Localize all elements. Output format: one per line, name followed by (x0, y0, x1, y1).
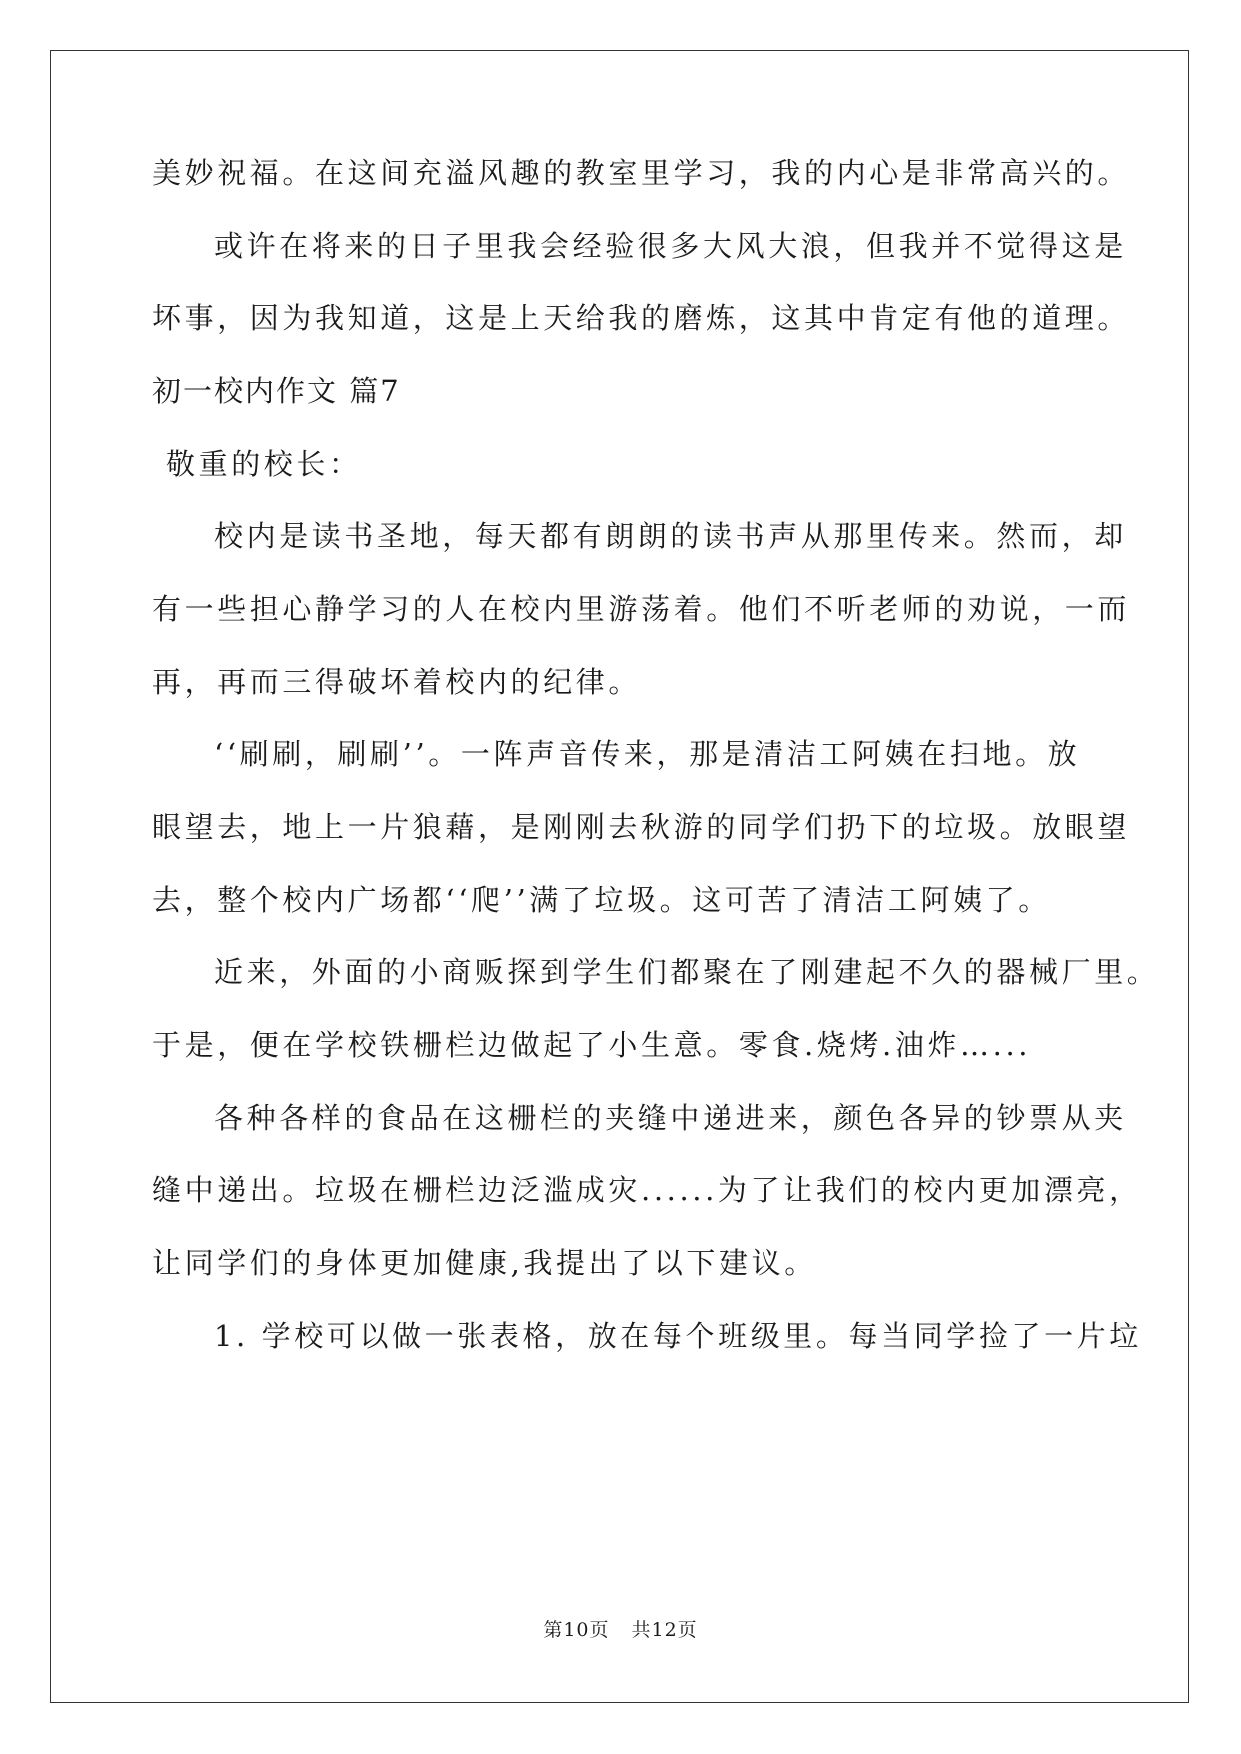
section-heading: 初一校内作文 篇7 (152, 374, 401, 408)
text-line: 缝中递出。垃圾在栅栏边泛滥成灾......为了让我们的校内更加漂亮， (152, 1173, 1142, 1207)
text-line: 近来，外面的小商贩探到学生们都聚在了刚建起不久的器械厂里。 (214, 955, 1160, 989)
text-line: 于是，便在学校铁栅栏边做起了小生意。零食.烧烤.油炸…... (152, 1028, 1032, 1062)
page-footer (0, 1615, 1241, 1642)
text-line: 再，再而三得破坏着校内的纪律。 (152, 665, 642, 699)
text-line: 眼望去，地上一片狼藉，是刚刚去秋游的同学们扔下的垃圾。放眼望 (152, 810, 1131, 844)
text-line: 去，整个校内广场都‘‘爬’’满了垃圾。这可苦了清洁工阿姨了。 (152, 883, 1051, 917)
text-line: 有一些担心静学习的人在校内里游荡着。他们不听老师的劝说，一而 (152, 592, 1131, 626)
salutation: 敬重的校长： (166, 447, 362, 481)
text-line: 让同学们的身体更加健康,我提出了以下建议。 (152, 1246, 817, 1280)
page-total: 共12页 (631, 1619, 698, 1641)
text-line: 校内是读书圣地，每天都有朗朗的读书声从那里传来。然而，却 (214, 519, 1127, 553)
page-number: 第10页 (543, 1619, 610, 1641)
text-line: 坏事，因为我知道，这是上天给我的磨炼，这其中肯定有他的道理。 (152, 301, 1131, 335)
text-line: 各种各样的食品在这栅栏的夹缝中递进来，颜色各异的钞票从夹 (214, 1101, 1127, 1135)
text-line: 美妙祝福。在这间充溢风趣的教室里学习，我的内心是非常高兴的。 (152, 156, 1131, 190)
text-line: ‘‘刷刷，刷刷’’。一阵声音传来，那是清洁工阿姨在扫地。放 (214, 737, 1081, 771)
text-line: 或许在将来的日子里我会经验很多大风大浪，但我并不觉得这是 (214, 229, 1127, 263)
list-item: 1. 学校可以做一张表格，放在每个班级里。每当同学捡了一片垃 (214, 1319, 1142, 1353)
